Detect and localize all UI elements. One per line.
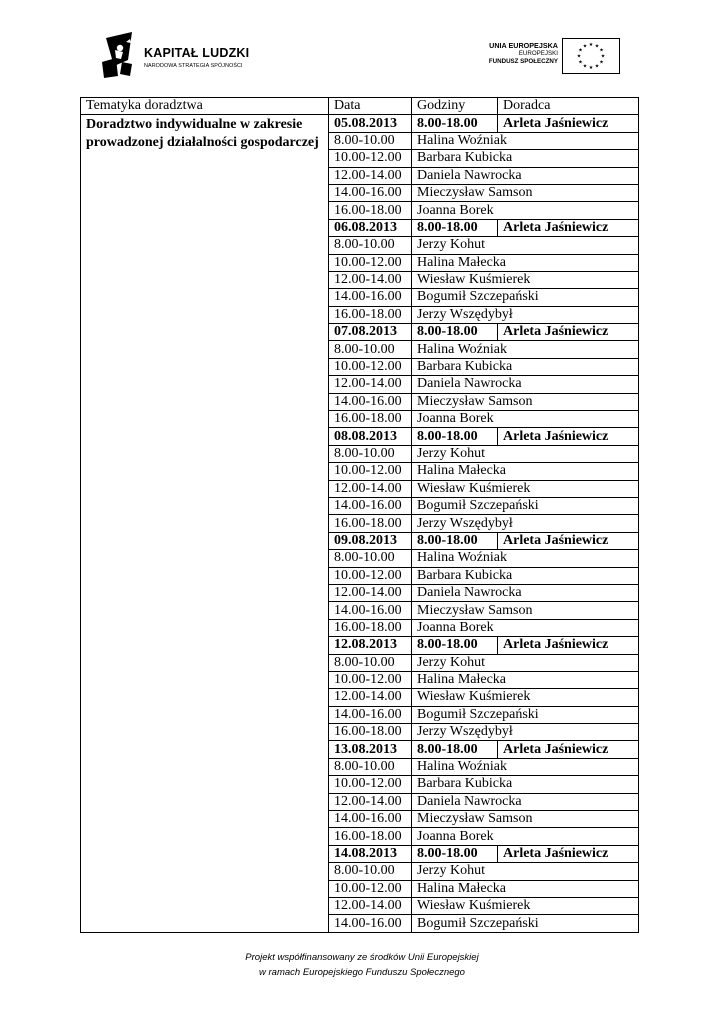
- main-advisor-cell: Arleta Jaśniewicz: [498, 428, 639, 445]
- slot-time-cell: 14.00-16.00: [329, 706, 412, 723]
- header-topic: Tematyka doradztwa: [81, 98, 329, 115]
- svg-text:★: ★: [576, 53, 582, 60]
- slot-advisor-cell: Daniela Nawrocka: [412, 376, 639, 393]
- slot-time-cell: 16.00-18.00: [329, 411, 412, 428]
- slot-time-cell: 12.00-14.00: [329, 271, 412, 288]
- main-advisor-cell: Arleta Jaśniewicz: [498, 845, 639, 862]
- svg-text:★: ★: [578, 47, 583, 54]
- slot-time-cell: 16.00-18.00: [329, 724, 412, 741]
- hours-cell: 8.00-18.00: [412, 845, 498, 862]
- kapital-ludzki-logo: [102, 32, 262, 80]
- slot-time-cell: 14.00-16.00: [329, 393, 412, 410]
- hours-cell: 8.00-18.00: [412, 219, 498, 236]
- slot-advisor-cell: Bogumił Szczepański: [412, 706, 639, 723]
- slot-time-cell: 16.00-18.00: [329, 306, 412, 323]
- slot-advisor-cell: Halina Małecka: [412, 671, 639, 688]
- eu-logo-text: [489, 41, 558, 66]
- slot-time-cell: 10.00-12.00: [329, 567, 412, 584]
- footer: [0, 950, 724, 980]
- slot-time-cell: 8.00-10.00: [329, 758, 412, 775]
- slot-time-cell: 14.00-16.00: [329, 602, 412, 619]
- hours-cell: 8.00-18.00: [412, 741, 498, 758]
- slot-advisor-cell: Halina Woźniak: [412, 341, 639, 358]
- hours-cell: 8.00-18.00: [412, 428, 498, 445]
- svg-text:★: ★: [588, 42, 594, 48]
- slot-advisor-cell: Barbara Kubicka: [412, 358, 639, 375]
- eu-logo: [468, 38, 624, 76]
- date-cell: 05.08.2013: [329, 115, 412, 132]
- slot-time-cell: 12.00-14.00: [329, 897, 412, 914]
- slot-time-cell: 14.00-16.00: [329, 289, 412, 306]
- slot-time-cell: 8.00-10.00: [329, 445, 412, 462]
- topic-cell: Doradztwo indywidualne w zakresie prowadzonej działalności gospodarczej: [81, 115, 329, 932]
- schedule-table: [80, 97, 639, 933]
- svg-text:★: ★: [594, 43, 600, 50]
- svg-text:★: ★: [594, 63, 600, 70]
- eu-flag-icon: [562, 38, 620, 74]
- slot-advisor-cell: Mieczysław Samson: [412, 602, 639, 619]
- header-advisor: Doradca: [498, 98, 639, 115]
- slot-time-cell: 14.00-16.00: [329, 184, 412, 201]
- main-advisor-cell: Arleta Jaśniewicz: [498, 115, 639, 132]
- slot-advisor-cell: Halina Małecka: [412, 880, 639, 897]
- slot-advisor-cell: Wiesław Kuśmierek: [412, 480, 639, 497]
- slot-advisor-cell: Mieczysław Samson: [412, 184, 639, 201]
- date-row: [81, 115, 639, 132]
- slot-time-cell: 16.00-18.00: [329, 828, 412, 845]
- slot-time-cell: 8.00-10.00: [329, 550, 412, 567]
- slot-time-cell: 10.00-12.00: [329, 671, 412, 688]
- slot-time-cell: 14.00-16.00: [329, 811, 412, 828]
- slot-advisor-cell: Joanna Borek: [412, 202, 639, 219]
- slot-advisor-cell: Mieczysław Samson: [412, 811, 639, 828]
- eu-logo-line3: FUNDUSZ SPOŁECZNY: [488, 58, 558, 65]
- slot-advisor-cell: Halina Woźniak: [412, 550, 639, 567]
- slot-advisor-cell: Jerzy Wszędybył: [412, 306, 639, 323]
- slot-time-cell: 12.00-14.00: [329, 584, 412, 601]
- slot-time-cell: 16.00-18.00: [329, 202, 412, 219]
- date-cell: 14.08.2013: [329, 845, 412, 862]
- svg-text:★: ★: [588, 65, 594, 71]
- main-advisor-cell: Arleta Jaśniewicz: [498, 637, 639, 654]
- svg-text:★: ★: [599, 47, 604, 54]
- slot-time-cell: 10.00-12.00: [329, 254, 412, 271]
- slot-advisor-cell: Wiesław Kuśmierek: [412, 689, 639, 706]
- slot-advisor-cell: Bogumił Szczepański: [412, 497, 639, 514]
- table-header-row: [81, 98, 639, 115]
- svg-text:★: ★: [600, 53, 606, 60]
- date-cell: 09.08.2013: [329, 532, 412, 549]
- slot-advisor-cell: Jerzy Kohut: [412, 445, 639, 462]
- slot-advisor-cell: Halina Woźniak: [412, 132, 639, 149]
- hours-cell: 8.00-18.00: [412, 324, 498, 341]
- slot-time-cell: 8.00-10.00: [329, 341, 412, 358]
- main-advisor-cell: Arleta Jaśniewicz: [498, 324, 639, 341]
- kapital-ludzki-emblem-icon: [102, 32, 136, 78]
- svg-text:★: ★: [578, 59, 583, 66]
- slot-advisor-cell: Daniela Nawrocka: [412, 584, 639, 601]
- eu-logo-line1: UNIA EUROPEJSKA: [489, 41, 558, 50]
- eu-logo-line2: EUROPEJSKI: [518, 50, 558, 57]
- main-advisor-cell: Arleta Jaśniewicz: [498, 219, 639, 236]
- slot-advisor-cell: Halina Małecka: [412, 463, 639, 480]
- slot-time-cell: 14.00-16.00: [329, 915, 412, 932]
- slot-advisor-cell: Barbara Kubicka: [412, 567, 639, 584]
- slot-advisor-cell: Halina Woźniak: [412, 758, 639, 775]
- date-cell: 08.08.2013: [329, 428, 412, 445]
- date-cell: 07.08.2013: [329, 324, 412, 341]
- logo-subtitle: NARODOWA STRATEGIA SPÓJNOŚCI: [144, 63, 243, 69]
- slot-time-cell: 12.00-14.00: [329, 689, 412, 706]
- slot-time-cell: 12.00-14.00: [329, 480, 412, 497]
- slot-time-cell: 14.00-16.00: [329, 497, 412, 514]
- header-date: Data: [329, 98, 412, 115]
- slot-time-cell: 8.00-10.00: [329, 654, 412, 671]
- slot-time-cell: 10.00-12.00: [329, 150, 412, 167]
- slot-advisor-cell: Halina Małecka: [412, 254, 639, 271]
- slot-time-cell: 12.00-14.00: [329, 376, 412, 393]
- slot-advisor-cell: Jerzy Kohut: [412, 654, 639, 671]
- slot-time-cell: 12.00-14.00: [329, 167, 412, 184]
- slot-advisor-cell: Barbara Kubicka: [412, 776, 639, 793]
- hours-cell: 8.00-18.00: [412, 532, 498, 549]
- slot-advisor-cell: Joanna Borek: [412, 828, 639, 845]
- main-advisor-cell: Arleta Jaśniewicz: [498, 741, 639, 758]
- slot-advisor-cell: Wiesław Kuśmierek: [412, 271, 639, 288]
- slot-advisor-cell: Jerzy Wszędybył: [412, 515, 639, 532]
- footer-line2: w ramach Europejskiego Funduszu Społecznego: [259, 967, 465, 978]
- slot-advisor-cell: Daniela Nawrocka: [412, 167, 639, 184]
- slot-time-cell: 8.00-10.00: [329, 863, 412, 880]
- slot-advisor-cell: Jerzy Wszędybył: [412, 724, 639, 741]
- slot-advisor-cell: Bogumił Szczepański: [412, 289, 639, 306]
- schedule-table-body: [81, 98, 639, 933]
- slot-advisor-cell: Jerzy Kohut: [412, 237, 639, 254]
- slot-advisor-cell: Mieczysław Samson: [412, 393, 639, 410]
- slot-advisor-cell: Wiesław Kuśmierek: [412, 897, 639, 914]
- svg-text:★: ★: [599, 59, 604, 66]
- date-cell: 12.08.2013: [329, 637, 412, 654]
- date-cell: 13.08.2013: [329, 741, 412, 758]
- hours-cell: 8.00-18.00: [412, 115, 498, 132]
- slot-advisor-cell: Joanna Borek: [412, 619, 639, 636]
- slot-advisor-cell: Bogumił Szczepański: [412, 915, 639, 932]
- svg-text:★: ★: [582, 43, 588, 50]
- slot-time-cell: 16.00-18.00: [329, 619, 412, 636]
- slot-time-cell: 10.00-12.00: [329, 358, 412, 375]
- slot-time-cell: 10.00-12.00: [329, 776, 412, 793]
- slot-advisor-cell: Joanna Borek: [412, 411, 639, 428]
- slot-time-cell: 10.00-12.00: [329, 463, 412, 480]
- slot-time-cell: 8.00-10.00: [329, 237, 412, 254]
- svg-text:★: ★: [582, 63, 588, 70]
- date-cell: 06.08.2013: [329, 219, 412, 236]
- main-advisor-cell: Arleta Jaśniewicz: [498, 532, 639, 549]
- slot-advisor-cell: Daniela Nawrocka: [412, 793, 639, 810]
- slot-advisor-cell: Jerzy Kohut: [412, 863, 639, 880]
- slot-time-cell: 8.00-10.00: [329, 132, 412, 149]
- slot-time-cell: 16.00-18.00: [329, 515, 412, 532]
- hours-cell: 8.00-18.00: [412, 637, 498, 654]
- slot-advisor-cell: Barbara Kubicka: [412, 150, 639, 167]
- slot-time-cell: 10.00-12.00: [329, 880, 412, 897]
- slot-time-cell: 12.00-14.00: [329, 793, 412, 810]
- logo-title: KAPITAŁ LUDZKI: [144, 46, 250, 60]
- footer-line1: Projekt współfinansowany ze środków Unii Europejskiej: [245, 952, 479, 963]
- header-hours: Godziny: [412, 98, 498, 115]
